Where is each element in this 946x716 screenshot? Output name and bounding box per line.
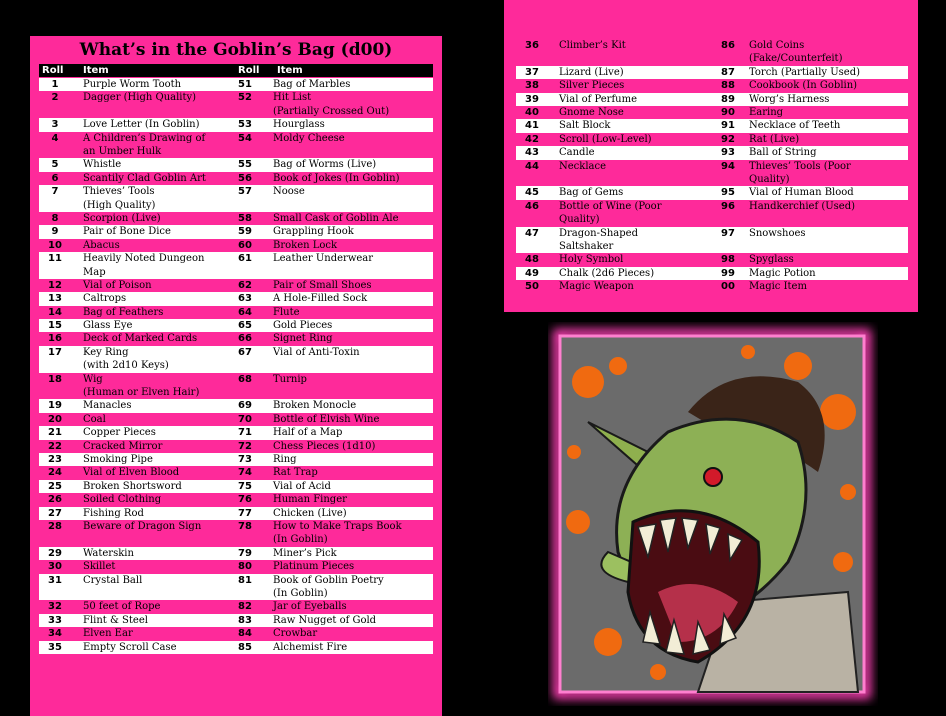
roll-number: 64 xyxy=(238,306,252,318)
table-row xyxy=(39,520,433,547)
item-name: Purple Worm Tooth xyxy=(83,79,182,90)
item-name: Smoking Pipe xyxy=(83,454,153,466)
roll-number: 86 xyxy=(721,40,735,51)
table-row xyxy=(39,614,433,627)
roll-number: 77 xyxy=(238,507,252,519)
item-name: Salt Block xyxy=(559,120,611,132)
item-name: Magic Potion xyxy=(749,267,816,279)
table-row xyxy=(39,319,433,332)
item-name: Earing xyxy=(749,106,784,118)
roll-number: 5 xyxy=(51,159,59,171)
item-name: Bottle of Wine (Poor Quality) xyxy=(559,200,662,226)
roll-number: 25 xyxy=(48,480,62,492)
table-row xyxy=(516,186,908,199)
roll-number: 31 xyxy=(48,574,62,586)
roll-number: 30 xyxy=(48,561,62,573)
roll-number: 92 xyxy=(721,133,735,145)
item-name: Vial of Anti-Toxin xyxy=(273,346,360,358)
roll-number: 89 xyxy=(721,93,735,105)
table-row xyxy=(39,547,433,560)
roll-number: 51 xyxy=(238,79,252,90)
item-name: Candle xyxy=(559,147,595,159)
item-name: Skillet xyxy=(83,561,116,573)
item-name: Chess Pieces (1d10) xyxy=(273,440,376,452)
item-name: Cracked Mirror xyxy=(83,440,163,452)
roll-number: 24 xyxy=(48,467,62,479)
item-name: Leather Underwear xyxy=(273,253,374,265)
roll-number: 35 xyxy=(48,641,62,653)
item-name: Empty Scroll Case xyxy=(83,641,177,653)
roll-number: 57 xyxy=(238,186,252,198)
roll-number: 58 xyxy=(238,212,252,224)
table-row xyxy=(39,466,433,479)
table-row xyxy=(39,212,433,225)
table-row xyxy=(39,185,433,212)
item-name: Snowshoes xyxy=(749,227,806,239)
item-name: A Hole-Filled Sock xyxy=(273,293,368,305)
roll-number: 87 xyxy=(721,66,735,78)
item-name: Magic Item xyxy=(749,281,807,293)
item-name: Book of Jokes (In Goblin) xyxy=(273,172,400,184)
roll-number: 83 xyxy=(238,614,252,626)
roll-number: 69 xyxy=(238,400,252,412)
item-name: Crystal Ball xyxy=(83,574,143,586)
roll-number: 6 xyxy=(51,172,59,184)
goblin-illustration-icon xyxy=(548,322,878,706)
roll-number: 28 xyxy=(48,520,62,532)
roll-number: 76 xyxy=(238,494,252,506)
roll-number: 14 xyxy=(48,306,62,318)
item-name: Signet Ring xyxy=(273,333,333,345)
table-row xyxy=(39,493,433,506)
roll-number: 40 xyxy=(525,106,539,118)
roll-number: 74 xyxy=(238,467,252,479)
roll-number: 12 xyxy=(48,279,62,291)
item-name: Bag of Gems xyxy=(559,187,624,199)
item-name: Gold Pieces xyxy=(273,320,333,332)
item-name: Ball of String xyxy=(749,147,817,159)
roll-number: 11 xyxy=(48,253,62,265)
item-name: Holy Symbol xyxy=(559,254,624,266)
item-name: Vial of Perfume xyxy=(559,93,638,105)
item-name: Broken Lock xyxy=(273,239,338,251)
table-row xyxy=(39,480,433,493)
roll-number: 78 xyxy=(238,520,252,532)
roll-number: 39 xyxy=(525,93,539,105)
table-row xyxy=(39,252,433,279)
roll-number: 88 xyxy=(721,80,735,92)
table-row xyxy=(39,574,433,601)
roll-number: 85 xyxy=(238,641,252,653)
roll-number: 46 xyxy=(525,200,539,212)
item-name: Pair of Small Shoes xyxy=(273,279,372,291)
item-name: Vial of Human Blood xyxy=(749,187,854,199)
roll-number: 7 xyxy=(51,186,59,198)
item-name: 50 feet of Rope xyxy=(83,601,161,613)
item-name: Platinum Pieces xyxy=(273,561,355,573)
roll-number: 60 xyxy=(238,239,252,251)
roll-number: 20 xyxy=(48,413,62,425)
roll-number: 93 xyxy=(721,147,735,159)
item-name: Bottle of Elvish Wine xyxy=(273,413,380,425)
item-name: Miner’s Pick xyxy=(273,547,337,559)
table-row xyxy=(516,280,908,293)
item-name: Beware of Dragon Sign xyxy=(83,520,202,532)
item-name: Alchemist Fire xyxy=(273,641,348,653)
item-name: Abacus xyxy=(83,239,120,251)
roll-number: 66 xyxy=(238,333,252,345)
item-name: Scroll (Low-Level) xyxy=(559,133,652,145)
header-roll-2: Roll xyxy=(238,65,260,76)
item-name: Necklace of Teeth xyxy=(749,120,841,132)
roll-number: 91 xyxy=(721,120,735,132)
table-row xyxy=(39,507,433,520)
roll-number: 50 xyxy=(525,281,539,293)
item-name: Torch (Partially Used) xyxy=(749,66,861,78)
roll-number: 54 xyxy=(238,132,252,144)
roll-number: 52 xyxy=(238,92,252,104)
item-name: Turnip xyxy=(273,373,307,385)
item-name: Crowbar xyxy=(273,628,318,640)
item-name: Moldy Cheese xyxy=(273,132,345,144)
roll-number: 21 xyxy=(48,427,62,439)
item-name: Thieves’ Tools (High Quality) xyxy=(83,186,156,211)
roll-number: 73 xyxy=(238,454,252,466)
item-name: Whistle xyxy=(83,159,122,171)
roll-number: 99 xyxy=(721,267,735,279)
roll-number: 3 xyxy=(51,119,59,131)
roll-number: 63 xyxy=(238,293,252,305)
table-row xyxy=(39,600,433,613)
item-name: Chalk (2d6 Pieces) xyxy=(559,267,655,279)
item-name: Glass Eye xyxy=(83,320,133,332)
item-name: Dragon-Shaped Saltshaker xyxy=(559,227,638,252)
item-name: Pair of Bone Dice xyxy=(83,226,171,238)
item-name: Bag of Marbles xyxy=(273,79,351,90)
item-name: Dagger (High Quality) xyxy=(83,92,197,104)
item-name: Small Cask of Goblin Ale xyxy=(273,212,399,224)
roll-number: 42 xyxy=(525,133,539,145)
item-name: Vial of Acid xyxy=(273,480,331,492)
roll-number: 65 xyxy=(238,320,252,332)
table-row xyxy=(39,91,433,118)
item-name: Handkerchief (Used) xyxy=(749,200,856,212)
table-row xyxy=(516,253,908,266)
table-row xyxy=(39,440,433,453)
item-name: Wig (Human or Elven Hair) xyxy=(83,373,200,399)
roll-number: 62 xyxy=(238,279,252,291)
item-name: Gnome Nose xyxy=(559,106,624,118)
right-table-panel xyxy=(504,0,918,312)
item-name: Scorpion (Live) xyxy=(83,212,161,224)
item-name: How to Make Traps Book (In Goblin) xyxy=(273,520,402,546)
roll-number: 8 xyxy=(51,212,59,224)
table-row xyxy=(39,239,433,252)
item-name: Gold Coins (Fake/Counterfeit) xyxy=(749,40,843,65)
table-row xyxy=(516,227,908,254)
item-name: Human Finger xyxy=(273,494,347,506)
item-name: Manacles xyxy=(83,400,132,412)
item-name: Copper Pieces xyxy=(83,427,156,439)
item-name: Love Letter (In Goblin) xyxy=(83,119,200,131)
roll-number: 33 xyxy=(48,614,62,626)
item-name: Noose xyxy=(273,186,305,198)
table-row xyxy=(39,373,433,400)
roll-number: 15 xyxy=(48,320,62,332)
item-name: Ring xyxy=(273,454,297,466)
table-row xyxy=(39,399,433,412)
roll-number: 36 xyxy=(525,40,539,51)
table-row xyxy=(39,306,433,319)
roll-number: 1 xyxy=(51,79,59,90)
roll-number: 68 xyxy=(238,373,252,385)
item-name: Broken Shortsword xyxy=(83,480,182,492)
item-name: A Children’s Drawing of an Umber Hulk xyxy=(83,132,206,157)
roll-number: 61 xyxy=(238,253,252,265)
table-row xyxy=(39,560,433,573)
item-name: Deck of Marked Cards xyxy=(83,333,198,345)
roll-number: 55 xyxy=(238,159,252,171)
table-row xyxy=(516,66,908,79)
item-name: Rat Trap xyxy=(273,467,318,479)
left-table-panel xyxy=(30,36,442,716)
roll-number: 49 xyxy=(525,267,539,279)
roll-number: 29 xyxy=(48,547,62,559)
roll-number: 45 xyxy=(525,187,539,199)
roll-number: 97 xyxy=(721,227,735,239)
item-name: Chicken (Live) xyxy=(273,507,347,519)
roll-number: 22 xyxy=(48,440,62,452)
table-row xyxy=(516,133,908,146)
item-name: Spyglass xyxy=(749,254,794,266)
table-row xyxy=(39,78,433,91)
item-name: Scantily Clad Goblin Art xyxy=(83,172,206,184)
roll-number: 13 xyxy=(48,293,62,305)
item-name: Flute xyxy=(273,306,300,318)
roll-number: 27 xyxy=(48,507,62,519)
roll-number: 34 xyxy=(48,628,62,640)
table-row xyxy=(39,346,433,373)
roll-number: 67 xyxy=(238,346,252,358)
roll-number: 72 xyxy=(238,440,252,452)
table-row xyxy=(39,453,433,466)
roll-number: 75 xyxy=(238,480,252,492)
roll-number: 00 xyxy=(721,281,735,293)
roll-number: 26 xyxy=(48,494,62,506)
roll-number: 84 xyxy=(238,628,252,640)
item-name: Waterskin xyxy=(83,547,134,559)
item-name: Thieves’ Tools (Poor Quality) xyxy=(749,160,851,185)
roll-number: 32 xyxy=(48,601,62,613)
header-item-2: Item xyxy=(277,65,303,76)
item-name: Half of a Map xyxy=(273,427,343,439)
roll-number: 82 xyxy=(238,601,252,613)
table-row xyxy=(516,119,908,132)
roll-number: 38 xyxy=(525,80,539,92)
item-name: Magic Weapon xyxy=(559,281,634,293)
table-row xyxy=(39,332,433,345)
table-row xyxy=(39,292,433,305)
table-row xyxy=(516,79,908,92)
item-name: Vial of Poison xyxy=(83,279,152,291)
item-name: Broken Monocle xyxy=(273,400,357,412)
item-name: Silver Pieces xyxy=(559,80,625,92)
item-name: Cookbook (In Goblin) xyxy=(749,80,858,92)
item-name: Hit List (Partially Crossed Out) xyxy=(273,92,390,117)
table-row xyxy=(39,641,433,654)
table-row xyxy=(516,160,908,187)
header-item: Item xyxy=(83,65,109,76)
roll-number: 23 xyxy=(48,454,62,466)
item-name: Fishing Rod xyxy=(83,507,144,519)
roll-number: 19 xyxy=(48,400,62,412)
roll-number: 44 xyxy=(525,160,539,172)
roll-number: 48 xyxy=(525,254,539,266)
roll-number: 43 xyxy=(525,147,539,159)
roll-number: 9 xyxy=(51,226,59,238)
right-table xyxy=(516,39,908,293)
roll-number: 37 xyxy=(525,66,539,78)
roll-number: 4 xyxy=(51,132,59,144)
roll-number: 70 xyxy=(238,413,252,425)
roll-number: 96 xyxy=(721,200,735,212)
table-row xyxy=(516,39,908,66)
header-roll: Roll xyxy=(42,65,64,76)
roll-number: 79 xyxy=(238,547,252,559)
item-name: Rat (Live) xyxy=(749,133,800,145)
item-name: Lizard (Live) xyxy=(559,66,624,78)
item-name: Bag of Worms (Live) xyxy=(273,159,377,171)
item-name: Elven Ear xyxy=(83,628,133,640)
item-name: Caltrops xyxy=(83,293,127,305)
roll-number: 80 xyxy=(238,561,252,573)
roll-number: 94 xyxy=(721,160,735,172)
roll-number: 95 xyxy=(721,187,735,199)
roll-number: 17 xyxy=(48,346,62,358)
roll-number: 10 xyxy=(48,239,62,251)
roll-number: 98 xyxy=(721,254,735,266)
item-name: Flint & Steel xyxy=(83,614,148,626)
item-name: Book of Goblin Poetry (In Goblin) xyxy=(273,574,384,599)
left-table xyxy=(39,78,433,654)
table-row xyxy=(39,118,433,131)
roll-number: 16 xyxy=(48,333,62,345)
item-name: Raw Nugget of Gold xyxy=(273,614,377,626)
item-name: Vial of Elven Blood xyxy=(83,467,180,479)
item-name: Grappling Hook xyxy=(273,226,354,238)
item-name: Climber’s Kit xyxy=(559,40,626,51)
roll-number: 41 xyxy=(525,120,539,132)
item-name: Hourglass xyxy=(273,119,325,131)
table-row xyxy=(39,413,433,426)
table-header xyxy=(39,64,433,77)
table-row xyxy=(39,172,433,185)
table-row xyxy=(516,93,908,106)
table-row xyxy=(39,627,433,640)
table-row xyxy=(39,279,433,292)
item-name: Necklace xyxy=(559,160,607,172)
table-row xyxy=(39,158,433,171)
roll-number: 56 xyxy=(238,172,252,184)
item-name: Worg’s Harness xyxy=(749,93,830,105)
roll-number: 90 xyxy=(721,106,735,118)
roll-number: 81 xyxy=(238,574,252,586)
item-name: Soiled Clothing xyxy=(83,494,162,506)
table-row xyxy=(39,225,433,238)
table-row xyxy=(39,132,433,159)
roll-number: 18 xyxy=(48,373,62,385)
page-title: What’s in the Goblin’s Bag (d00) xyxy=(79,40,393,60)
item-name: Coal xyxy=(83,413,106,425)
item-name: Heavily Noted Dungeon Map xyxy=(83,253,205,278)
item-name: Bag of Feathers xyxy=(83,306,164,318)
item-name: Key Ring (with 2d10 Keys) xyxy=(83,346,169,372)
roll-number: 2 xyxy=(51,92,59,104)
table-row xyxy=(39,426,433,439)
roll-number: 53 xyxy=(238,119,252,131)
roll-number: 71 xyxy=(238,427,252,439)
table-row xyxy=(516,267,908,280)
roll-number: 59 xyxy=(238,226,252,238)
table-row xyxy=(516,106,908,119)
table-row xyxy=(516,146,908,159)
item-name: Jar of Eyeballs xyxy=(273,601,347,613)
roll-number: 47 xyxy=(525,227,539,239)
table-row xyxy=(516,200,908,227)
